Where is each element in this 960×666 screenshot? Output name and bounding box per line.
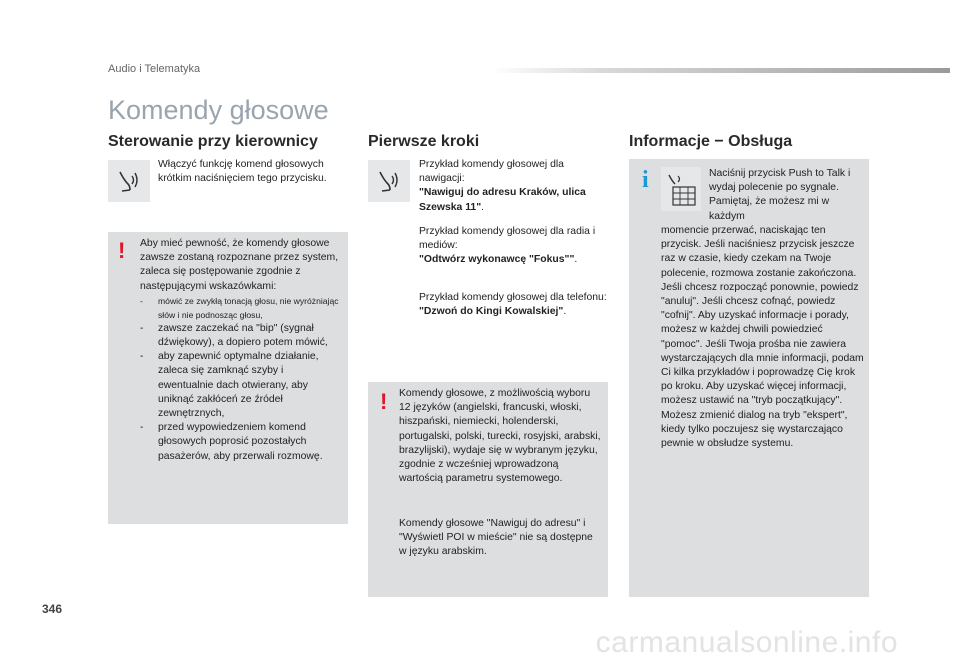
list-item: - zawsze zaczekać na "bip" (sygnał dźwiękowy), a dopiero potem mówić,	[140, 322, 328, 349]
list-item: - mówić ze zwykłą tonacją głosu, nie wyróżniając słów i nie podnosząc głosu,	[140, 295, 339, 320]
watermark: carmanualsonline.info	[595, 626, 898, 659]
languages-note: Komendy głosowe, z możliwością wyboru 12 języków (angielski, francuski, włoski, hiszpański, niemiecki, holenderski, portugalski, polski, turecki, rosyjski, arabski, brazylijski), wydaje się w wybranym języku, zgodnie z wcześniej wprowadzoną wartością parametru systemowego.	[399, 388, 601, 485]
col1-intro: Włączyć funkcję komend głosowych krótkim naciśnięciem tego przycisku.	[158, 159, 327, 185]
col2-warning-box	[368, 382, 608, 597]
col2-title: Pierwsze kroki	[368, 133, 480, 150]
col1-title: Sterowanie przy kierownicy	[108, 133, 318, 150]
list-item: - aby zapewnić optymalne działanie, zaleca się zamknąć szyby i ewentualnie dach otwierany, aby uniknąć zakłóceń ze źródeł zewnętrznych,	[140, 351, 319, 420]
col3-title: Informacje − Obsługa	[629, 133, 793, 150]
section-label: Audio i Telematyka	[108, 63, 201, 75]
voice-command-icon	[108, 160, 150, 202]
exclamation-icon: !	[118, 238, 126, 263]
arabic-note: Komendy głosowe "Nawiguj do adresu" i "Wyświetl POI w mieście" nie są dostępne w języku arabskim.	[399, 518, 593, 558]
voice-command-icon	[661, 167, 701, 211]
page-number: 346	[42, 602, 63, 616]
nav-example: Przykład komendy głosowej dla nawigacji: "Nawiguj do adresu Kraków, ulica Szewska 11".	[419, 159, 586, 213]
info-body: momencie przerwać, naciskając ten przycisk. Jeśli naciśniesz przycisk jeszcze raz w czasie, kiedy czekam na Twoje polecenie, rozmowa zostanie zakończona. Jeśli chcesz rozpocząć ponownie, powiedz "anuluj". Jeśli chcesz cofnąć, powiedz "cofnij". Aby uzyskać informacje i porady, możesz w każdej chwili powiedzieć "pomoc". Jeśli Twoja prośba nie zawiera wystarczających dla mnie informacji, podam Ci kilka przykładów i poprowadzę Cię krok po kroku. Aby uzyskać więcej informacji, możesz ustawić na "tryb początkujący". Możesz zmienić dialog na tryb "ekspert", kiedy tylko poczujesz się wystarczająco pewnie w obsłudze systemu.	[661, 225, 864, 450]
exclamation-icon: !	[380, 389, 388, 414]
radio-example: Przykład komendy głosowej dla radia i mediów: "Odtwórz wykonawcę "Fokus"".	[419, 226, 596, 266]
col3-info-box	[629, 159, 869, 597]
phone-example: Przykład komendy głosowej dla telefonu: "Dzwoń do Kingi Kowalskiej".	[419, 292, 607, 318]
warning-intro: Aby mieć pewność, że komendy głosowe zawsze zostaną rozpoznane przez system, zaleca się postępowanie zgodnie z następującymi wskazówkami:	[140, 238, 339, 292]
voice-command-icon	[368, 160, 410, 202]
info-lead: Naciśnij przycisk Push to Talk i wydaj polecenie po sygnale. Pamiętaj, że możesz mi w każdym	[709, 168, 851, 222]
list-item: - przed wypowiedzeniem komend głosowych poprosić pozostałych pasażerów, aby przerwali rozmowę.	[140, 422, 323, 462]
page-title: Komendy głosowe	[108, 95, 329, 125]
col1-warning-box	[108, 232, 348, 524]
info-icon: i	[642, 167, 649, 193]
header-rule	[490, 68, 950, 73]
